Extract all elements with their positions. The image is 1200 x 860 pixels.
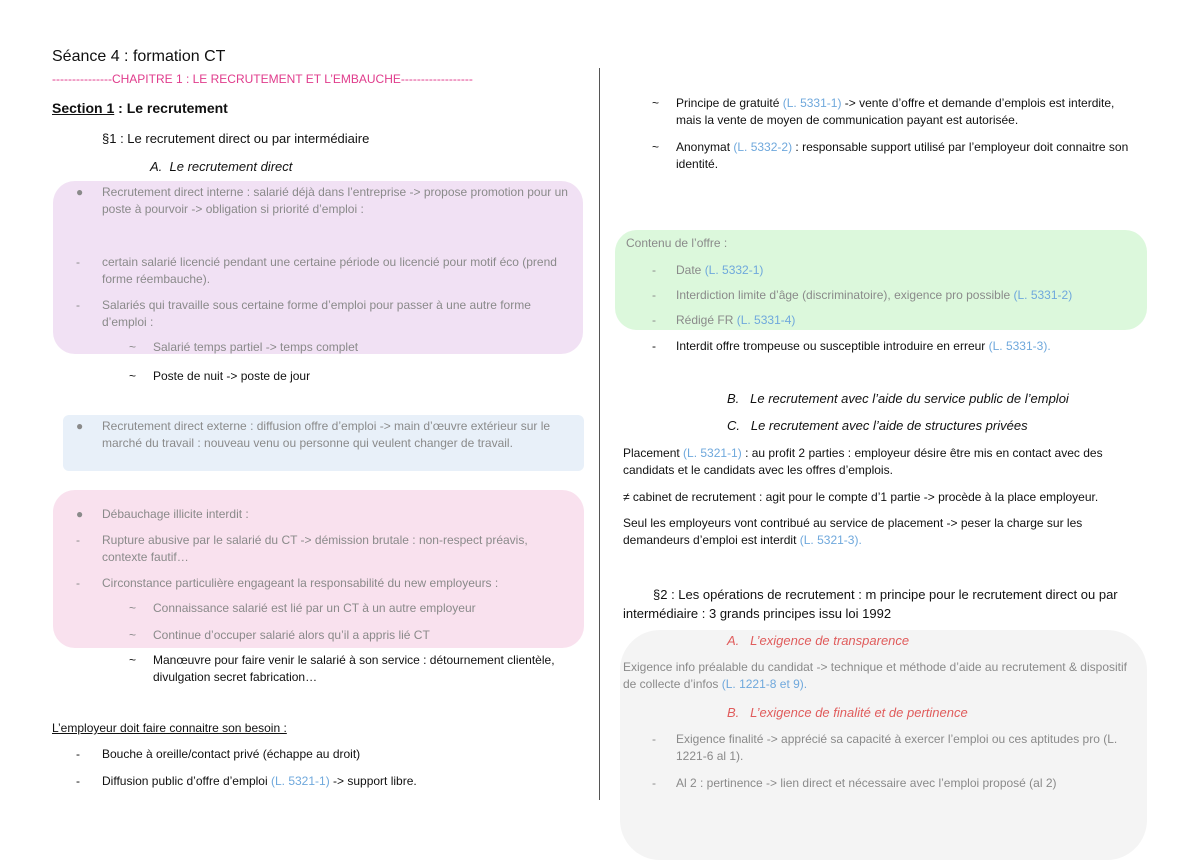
legal-ref: (L. 5321-1): [683, 446, 742, 460]
seul-text: Seul les employeurs vont contribué au service de placement -> peser la charge sur les demandeurs d’emploi est interdit: [623, 516, 1083, 547]
section-label: Section 1: [52, 100, 115, 116]
besoin-item-2-end: -> support libre.: [329, 774, 417, 788]
seul-paragraph: [623, 515, 1143, 549]
subtitle-b: [727, 390, 1069, 407]
tilde-icon: ~: [129, 369, 137, 383]
subtitle-c-text: Le recrutement avec l’aide de structures privées: [750, 418, 1028, 433]
page-title: Séance 4 : formation CT: [52, 48, 226, 65]
subtitle-b-marker: B.: [727, 391, 740, 406]
debauchage-sub-2: Continue d’occuper salarié alors qu’il a appris lié CT: [153, 628, 430, 642]
legal-ref: (L. 5332-1): [704, 263, 764, 277]
finalite-item-1: Exigence finalité -> apprécié sa capacité à exercer l’emploi ou ces aptitudes pro (L. 1221-6 al 1).: [676, 732, 1118, 763]
externe-bullet: Recrutement direct externe : diffusion offre d’emploi -> main d’œuvre extérieur sur le marché du travail : nouveau venu ou personne qui veulent changer de travail.: [102, 419, 551, 450]
contenu-title: Contenu de l’offre :: [626, 236, 728, 250]
subtitle-b-text: Le recrutement avec l’aide du service public de l’emploi: [750, 391, 1069, 406]
subtitle-transparence-marker: A.: [727, 633, 740, 648]
legal-ref: (L. 5331-3).: [988, 339, 1051, 353]
tilde-icon: ~: [129, 601, 137, 615]
interne-sub-1: Salarié temps partiel -> temps complet: [153, 340, 359, 354]
paragraph-2-title: §2 : Les opérations de recrutement : m principe pour le recrutement direct ou par intermédiaire : 3 grands principes issu loi 1992: [623, 587, 1118, 621]
dash-icon: -: [76, 255, 80, 269]
dash-icon: -: [76, 747, 80, 761]
anonymat-end: : responsable support utilisé par l’employeur doit connaitre son identité.: [676, 140, 1129, 171]
dash-icon: -: [652, 732, 656, 746]
interne-item-1: certain salarié licencié pendant une certaine période ou licencié pour motif éco (prend forme réembauche).: [102, 255, 557, 286]
besoin-item-2-text: Diffusion public d’offre d’emploi: [102, 774, 271, 788]
subtitle-a-marker: A.: [150, 159, 163, 174]
dash-icon: -: [76, 298, 80, 312]
besoin-item-2: [102, 773, 417, 790]
gratuite-end: -> vente d’offre et demande d’emplois est interdite, mais la vente de moyen de communication payant est autorisée.: [676, 96, 1115, 127]
contenu-item-4-text: Interdit offre trompeuse ou susceptible introduire en erreur: [676, 339, 989, 353]
subtitle-c-marker: C.: [727, 418, 740, 433]
dash-icon: -: [652, 339, 656, 353]
cabinet-paragraph: ≠ cabinet de recrutement : agit pour le compte d’1 partie -> procède à la place employeur.: [623, 490, 1099, 504]
finalite-item-2: Al 2 : pertinence -> lien direct et nécessaire avec l’emploi proposé (al 2): [676, 776, 1057, 790]
subtitle-transparence: [727, 632, 909, 649]
besoin-title: L’employeur doit faire connaitre son besoin :: [52, 721, 287, 735]
dash-icon: -: [652, 313, 656, 327]
gratuite-text: Principe de gratuité: [676, 96, 783, 110]
subtitle-finalite-text: L’exigence de finalité et de pertinence: [750, 705, 968, 720]
interne-bullet: Recrutement direct interne : salarié déjà dans l’entreprise -> propose promotion pour un poste à pourvoir -> obligation si priorité d’emploi :: [102, 185, 568, 216]
placement-text: Placement: [623, 446, 684, 460]
legal-ref: (L. 5321-3).: [799, 533, 862, 547]
contenu-item-1: [676, 262, 763, 279]
dash-icon: -: [652, 776, 656, 790]
debauchage-item-1: Rupture abusive par le salarié du CT -> démission brutale : non-respect préavis, contexte fautif…: [102, 533, 528, 564]
section-rest: : Le recrutement: [114, 100, 228, 116]
subtitle-transparence-text: L’exigence de transparence: [750, 633, 910, 648]
contenu-item-2-text: Interdiction limite d’âge (discriminatoire), exigence pro possible: [676, 288, 1014, 302]
section-title: [52, 99, 228, 117]
legal-ref: (L. 1221-8 et 9).: [721, 677, 808, 691]
dash-icon: -: [76, 576, 80, 590]
legal-ref: (L. 5331-1): [782, 96, 842, 110]
debauchage-sub-3: Manœuvre pour faire venir le salarié à son service : détournement clientèle, divulgation secret fabrication…: [153, 653, 555, 684]
tilde-icon: ~: [652, 96, 660, 110]
debauchage-bullet: Débauchage illicite interdit :: [102, 507, 249, 521]
placement-paragraph: [623, 445, 1153, 479]
placement-end: : au profit 2 parties : employeur désire être mis en contact avec des candidats et le candidats avec les offres d’emplois.: [623, 446, 1103, 477]
legal-ref: (L. 5332-2): [733, 140, 793, 154]
gratuite-item: [676, 95, 1136, 129]
bullet-dot-icon: ●: [76, 419, 84, 433]
subtitle-finalite-marker: B.: [727, 705, 740, 720]
bullet-dot-icon: ●: [76, 185, 84, 199]
bullet-dot-icon: ●: [76, 507, 84, 521]
subtitle-a: [150, 158, 292, 175]
debauchage-sub-1: Connaissance salarié est lié par un CT à un autre employeur: [153, 601, 476, 615]
legal-ref: (L. 5331-4): [736, 313, 796, 327]
tilde-icon: ~: [129, 628, 137, 642]
debauchage-item-2: Circonstance particulière engageant la responsabilité du new employeurs :: [102, 576, 499, 590]
paragraph-1-title: §1 : Le recrutement direct ou par intermédiaire: [102, 131, 370, 146]
contenu-item-1-text: Date: [676, 263, 705, 277]
dash-icon: -: [76, 774, 80, 788]
legal-ref: (L. 5321-1): [270, 774, 330, 788]
subtitle-c: [727, 417, 1028, 434]
tilde-icon: ~: [652, 140, 660, 154]
anonymat-item: [676, 139, 1136, 173]
dash-icon: -: [76, 533, 80, 547]
column-divider: [599, 68, 600, 800]
tilde-icon: ~: [129, 340, 137, 354]
dash-icon: -: [652, 288, 656, 302]
interne-item-2: Salariés qui travaille sous certaine forme d’emploi pour passer à une autre forme d’emploi :: [102, 298, 531, 329]
subtitle-finalite: [727, 704, 968, 721]
tilde-icon: ~: [129, 653, 137, 667]
subtitle-a-text: Le recrutement direct: [169, 159, 293, 174]
contenu-item-3-text: Rédigé FR: [676, 313, 737, 327]
dash-icon: -: [652, 263, 656, 277]
transparence-text: Exigence info préalable du candidat -> technique et méthode d’aide au recrutement & dispositif de collecte d’infos: [623, 660, 1127, 691]
contenu-item-4: [676, 338, 1051, 355]
anonymat-text: Anonymat: [676, 140, 734, 154]
chapter-title: ---------------CHAPITRE 1 : LE RECRUTEMENT ET L’EMBAUCHE------------------: [52, 72, 473, 86]
contenu-item-2: [676, 287, 1072, 304]
besoin-item-1: Bouche à oreille/contact privé (échappe au droit): [102, 747, 361, 761]
interne-sub-2: Poste de nuit -> poste de jour: [153, 369, 311, 383]
transparence-paragraph: [623, 659, 1143, 693]
contenu-item-3: [676, 312, 795, 329]
legal-ref: (L. 5331-2): [1013, 288, 1073, 302]
